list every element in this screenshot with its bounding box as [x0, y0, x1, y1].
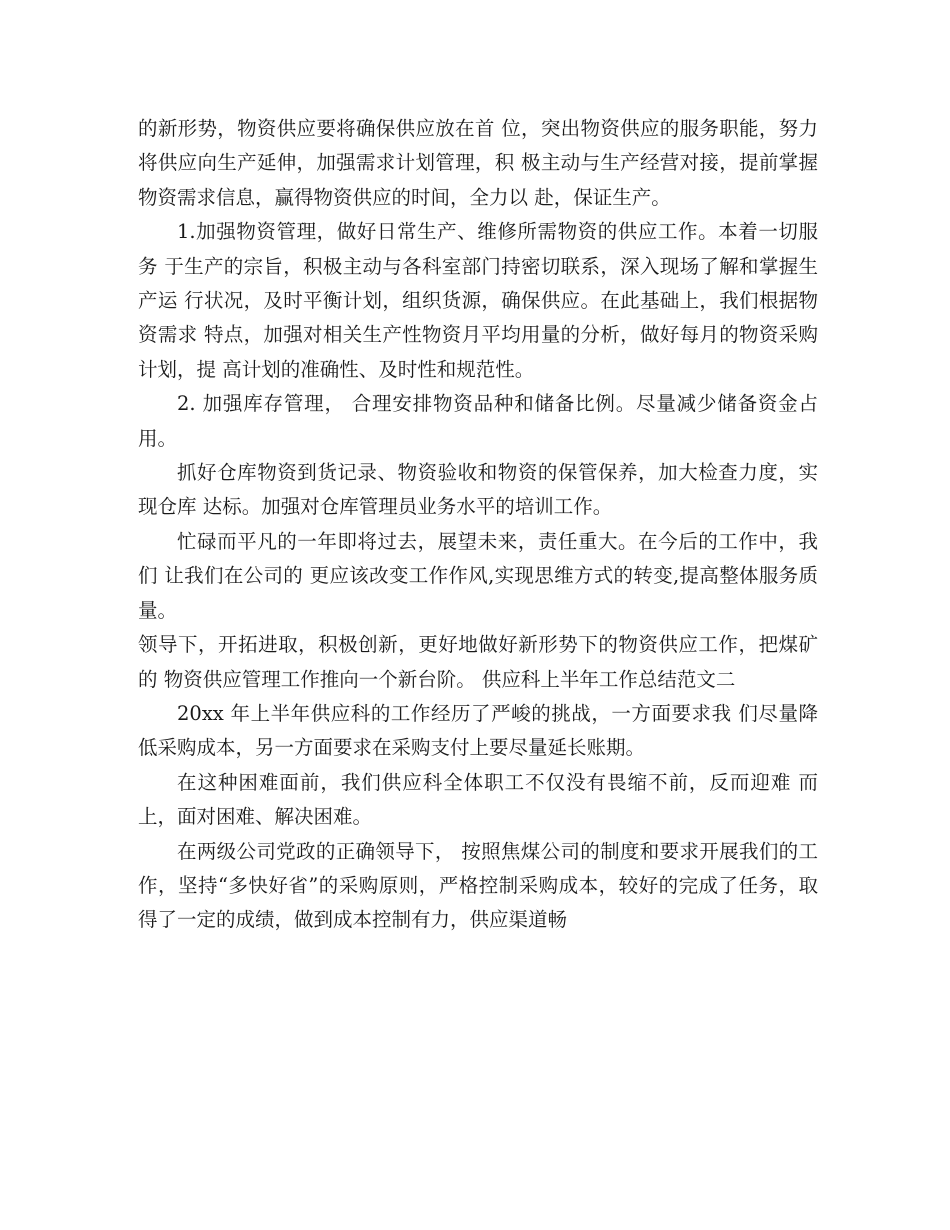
paragraph-7: 20xx 年上半年供应科的工作经历了严峻的挑战，一方面要求我 们尽量降低采购成本，另一方面要求在采购支付上要尽量延长账期。 [138, 701, 818, 760]
paragraph-3: 2. 加强库存管理， 合理安排物资品种和储备比例。尽量减少储备资金占用。 [138, 392, 818, 450]
paragraph-2: 1.加强物资管理，做好日常生产、维修所需物资的供应工作。本着一切服务 于生产的宗旨，积极主动与各科室部门持密切联系，深入现场了解和掌握生产运 行状况，及时平衡计划，组织货源，确保供应。在此基础上，我们根据物资需求 特点，加强对相关生产性物资月平均用量的分析，做好每月的物资采购计划，提 高计划的准确性、及时性和规范性。 [138, 220, 818, 381]
paragraph-9: 在两级公司党政的正确领导下， 按照焦煤公司的制度和要求开展我们的工作，坚持“多快好省”的采购原则，严格控制采购成本，较好的完成了任务，取得了一定的成绩，做到成本控制有力，供应渠道畅 [138, 839, 818, 932]
paragraph-6: 领导下，开拓进取，积极创新，更好地做好新形势下的物资供应工作，把煤矿的 物资供应管理工作推向一个新台阶。 供应科上半年工作总结范文二 [138, 633, 818, 691]
paragraph-5: 忙碌而平凡的一年即将过去，展望未来，责任重大。在今后的工作中，我们 让我们在公司的 更应该改变工作作风,实现思维方式的转变,提高整体服务质量。 [138, 529, 818, 622]
paragraph-1: 的新形势，物资供应要将确保供应放在首 位，突出物资供应的服务职能，努力将供应向生产延伸，加强需求计划管理，积 极主动与生产经营对接，提前掌握物资需求信息，赢得物资供应的时间，全力以 赴，保证生产。 [138, 117, 818, 209]
document-body [138, 112, 818, 938]
paragraph-4: 抓好仓库物资到货记录、物资验收和物资的保管保养，加大检查力度，实现仓库 达标。加强对仓库管理员业务水平的培训工作。 [138, 461, 818, 519]
paragraph-8: 在这种困难面前，我们供应科全体职工不仅没有畏缩不前，反而迎难 而上，面对困难、解决困难。 [138, 770, 818, 829]
